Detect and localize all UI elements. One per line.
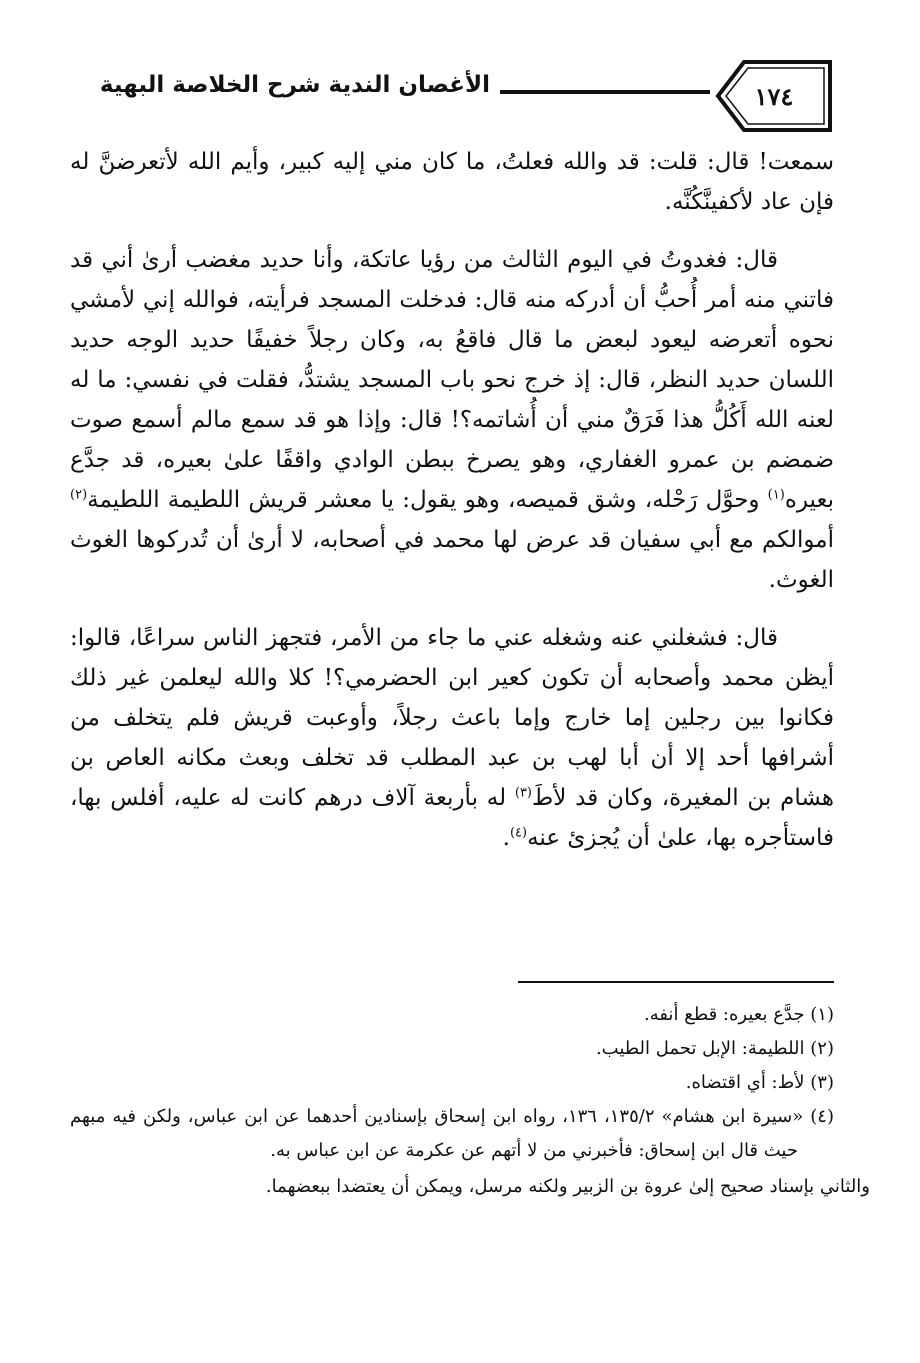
- footnote-ref-3[interactable]: (٣): [514, 785, 532, 801]
- footnote-separator: [518, 981, 834, 983]
- paragraph-text: قال: فشغلني عنه وشغله عني ما جاء من الأمر، فتجهز الناس سراعًا، قالوا: أيظن محمد وأصحابه أن تكون كعير ابن الحضرمي؟! كلا والله ليعلمن غير ذلك فكانوا بين رجلين إما خارج وإما باعث رجلاً، وأوعبت قريش فلم يتخلف من أشرافها أحد إلا أن أبا لهب بن عبد المطلب قد تخلف وبعث مكانه العاص بن هشام بن المغيرة، وكان قد لأطَ: [70, 625, 834, 811]
- main-text: [70, 142, 834, 876]
- footnote-1: [70, 998, 834, 1032]
- footnotes: [70, 998, 870, 1204]
- footnote-number: (٢): [810, 1038, 834, 1059]
- footnote-ref-1[interactable]: (١): [767, 487, 785, 503]
- footnote-text: جدَّع بعيره: قطع أنفه.: [644, 1004, 805, 1025]
- footnote-4: [70, 1100, 834, 1168]
- page-number: ١٧٤: [754, 81, 794, 111]
- footnote-2: [70, 1032, 834, 1066]
- footnote-3: [70, 1066, 834, 1100]
- paragraph-3: [70, 618, 834, 858]
- footnote-text: «سيرة ابن هشام» ١٣٥/٢، ١٣٦، رواه ابن إسحاق بإسنادين أحدهما عن ابن عباس، ولكن فيه مبهم حيث قال ابن إسحاق: فأخبرني من لا أتهم عن عكرمة عن ابن عباس به.: [70, 1106, 804, 1161]
- footnote-number: (١): [810, 1004, 834, 1025]
- paragraph-1: [70, 142, 834, 222]
- paragraph-2: [70, 240, 834, 600]
- paragraph-text: وحوَّل رَحْله، وشق قميصه، وهو يقول: يا معشر قريش اللطيمة اللطيمة: [87, 487, 768, 513]
- paragraph-text: قال: فغدوتُ في اليوم الثالث من رؤيا عاتكة، وأنا حديد مغضب أرىٰ أني قد فاتني منه أمر أُحبُّ أن أدركه منه قال: فدخلت المسجد فرأيته، فوالله إني لأمشي نحوه أتعرضه ليعود لبعض ما قال فاقعُ به، وكان رجلاً خفيفًا حديد الوجه حديد اللسان حديد النظر، قال: إذ خرج نحو باب المسجد يشتدُّ، فقلت في نفسي: ما له لعنه الله أَكُلُّ هذا فَرَقٌ مني أن أُشاتمه؟! قال: وإذا هو قد سمع مالم أسمع صوت ضمضم بن عمرو الغفاري، وهو يصرخ ببطن الوادي واقفًا علىٰ بعيره، قد جدَّع بعيره: [70, 247, 834, 513]
- book-title: الأغصان الندية شرح الخلاصة البهية: [99, 72, 490, 98]
- footnote-ref-4[interactable]: (٤): [509, 825, 528, 841]
- header-rule: [500, 90, 710, 94]
- page-header: [70, 58, 834, 136]
- footnote-number: (٤): [810, 1106, 834, 1127]
- paragraph-text: .: [502, 825, 510, 851]
- footnote-text: لأط: أي اقتضاه.: [685, 1072, 805, 1093]
- footnote-number: (٣): [810, 1072, 834, 1093]
- footnote-text: اللطيمة: الإبل تحمل الطيب.: [595, 1038, 805, 1059]
- footnote-4-continuation: والثاني بإسناد صحيح إلىٰ عروة بن الزبير ولكنه مرسل، ويمكن أن يعتضدا ببعضهما.: [265, 1176, 870, 1197]
- paragraph-text: أموالكم مع أبي سفيان قد عرض لها محمد في أصحابه، لا أرىٰ أن تُدركوها الغوث الغوث.: [70, 527, 834, 593]
- footnote-ref-2[interactable]: (٢): [70, 487, 88, 503]
- paragraph-text: له بأربعة آلاف درهم كانت له عليه، أفلس بها، فاستأجره بها، علىٰ أن يُجزئ عنه: [70, 785, 834, 851]
- paragraph-text: سمعت! قال: قلت: قد والله فعلتُ، ما كان مني إليه كبير، وأيم الله لأتعرضنَّ له فإن عاد لأكفينَّكُنَّه.: [70, 149, 834, 215]
